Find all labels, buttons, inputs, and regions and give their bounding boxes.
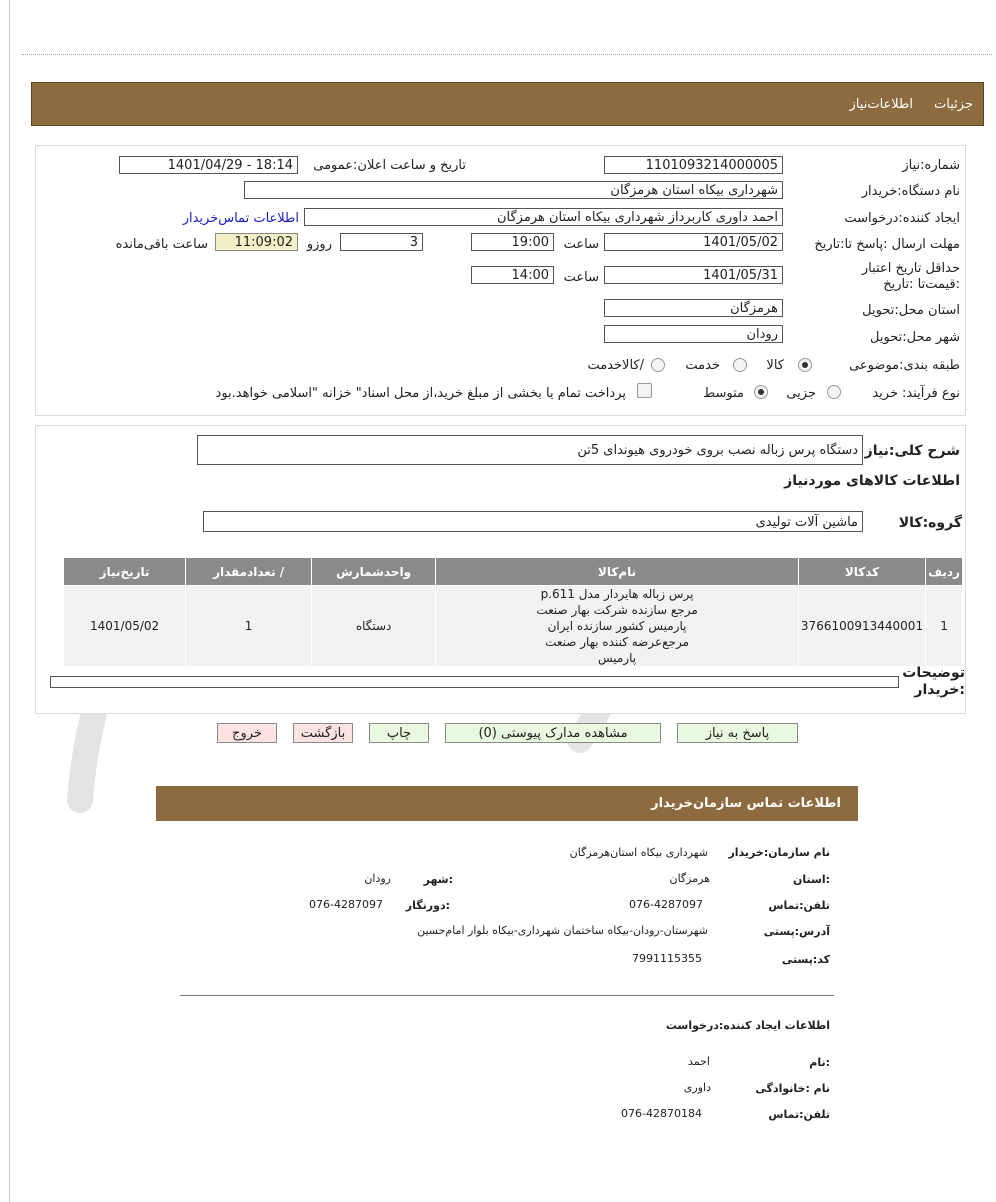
contact-postal-label: کد:پستی [781,953,830,966]
contact-fax-label: :دورنگار [405,899,450,912]
treasury-note: پرداخت تمام یا بخشی از مبلغ خرید،از محل اسناد" خزانه "اسلامی خواهد.بود [215,386,626,401]
table-row [64,586,963,667]
category-goods-service-radio[interactable] [651,358,665,372]
contact-province-label: :استان [793,873,830,886]
category-label: طبقه بندی:موضوعی [849,358,960,373]
tab-need-info[interactable]: اطلاعات‌نیاز [849,97,913,112]
details-header-bar [31,82,984,126]
validity-date-field: 1401/05/31 [604,266,783,284]
validity-label: حداقل تاریخ اعتبار :قیمت‌تا :تاریخ [861,261,960,292]
contact-city-value: رودان [364,872,391,885]
province-field: هرمزگان [604,299,783,317]
days-label: روزو [306,237,332,252]
print-button[interactable]: چاپ [369,723,429,743]
goods-info-title: اطلاعات کالاهای موردنیاز [784,473,960,489]
province-label: استان محل:تحویل [862,303,960,318]
tab-details[interactable]: جزئیات [934,97,973,112]
creator-family-value: داوری [683,1081,711,1094]
deadline-hour-label: ساعت [563,237,599,252]
cell-goods-code: 3766100913440001 [798,586,925,667]
buyer-contact-header [156,786,858,821]
validity-time-field: 14:00 [471,266,554,284]
deadline-label: مهلت ارسال :پاسخ تا:تاریخ [814,237,960,252]
creator-info-title: اطلاعات ایجاد کننده:درخواست [665,1019,830,1032]
goods-table-header-row [64,558,963,586]
need-summary-label: شرح کلی:نیاز [864,443,960,459]
category-goods-service-label: /کالاخدمت [587,358,644,373]
org-name-value: شهرداری بیکاه استان‌هرمزگان [569,846,708,859]
remaining-label: ساعت باقی‌مانده [115,237,208,252]
contact-phone-label: تلفن:تماس [768,899,830,912]
process-minor-radio[interactable] [827,385,841,399]
left-border-line [9,0,10,1202]
contact-city-label: :شهر [423,873,453,886]
goods-group-label: گروه:کالا [898,515,962,531]
view-attachments-button[interactable]: مشاهده مدارک پیوستی (0) [445,723,661,743]
creator-name-label: :نام [809,1056,830,1069]
col-date-header: تاریخ‌نیاز [64,558,186,586]
buyer-notes-field [50,676,899,688]
category-service-label: خدمت [685,358,720,373]
creator-family-label: نام :خانوادگی [755,1082,830,1095]
need-number-label: شماره:نیاز [902,158,960,173]
org-name-label: نام سازمان:خریدار [728,846,830,859]
need-summary-field: دستگاه پرس زباله نصب بروی خودروی هیوندای 5تن [197,435,863,465]
creator-name-value: احمد [688,1055,710,1068]
buyer-org-field: شهرداری بیکاه استان هرمزگان [244,181,783,199]
col-unit-header: واحدشمارش [312,558,436,586]
contact-fax-value: 076-4287097 [309,898,383,911]
process-medium-label: متوسط [703,386,744,401]
need-number-field: 1101093214000005 [604,156,783,174]
remaining-time-field: 11:09:02 [215,233,298,251]
col-code-header: کدکالا [798,558,925,586]
process-buy-label: خرید [872,386,898,401]
creator-phone-label: تلفن:تماس [768,1108,830,1121]
buyer-notes-label: توضیحات :خریدار [902,665,965,698]
cell-need-date: 1401/05/02 [64,586,186,667]
col-qty-header: / تعدادمقدار [186,558,312,586]
buyer-contact-title: اطلاعات تماس سازمان‌خریدار [651,796,841,811]
category-goods-radio[interactable] [798,358,812,372]
buyer-contact-link[interactable]: اطلاعات تماس‌خریدار [182,211,299,226]
requester-label: ایجاد کننده:درخواست [844,211,960,226]
city-field: رودان [604,325,783,343]
buyer-org-label: نام دستگاه:خریدار [861,184,960,199]
process-minor-label: جزیی [786,386,816,401]
validity-hour-label: ساعت [563,270,599,285]
city-label: شهر محل:تحویل [870,330,960,345]
treasury-checkbox[interactable] [637,383,652,398]
deadline-time-field: 19:00 [471,233,554,251]
announce-label: تاریخ و ساعت اعلان:عمومی [313,158,466,173]
col-row-header: ردیف [926,558,963,586]
process-label: نوع فرآیند: [902,386,960,401]
cell-row-number: 1 [926,586,963,667]
cell-goods-name: پرس زباله هایردار مدل p.611 مرجع سازنده شرکت بهار صنعت پارمیس کشور سازنده ایران مرجع‌عرضه کننده بهار صنعت پارمیس [436,586,799,667]
contact-phone-value: 076-4287097 [629,898,703,911]
category-service-radio[interactable] [733,358,747,372]
top-dotted-divider [22,54,992,55]
reply-to-need-button[interactable]: پاسخ به نیاز [677,723,798,743]
contact-postal-value: 7991115355 [632,952,702,965]
goods-table [63,557,963,667]
days-field: 3 [340,233,423,251]
announce-field: 1401/04/29 - 18:14 [119,156,298,174]
category-goods-label: کالا [766,358,784,373]
cell-quantity: 1 [186,586,312,667]
requester-field: احمد داوری کاربرداز شهرداری بیکاه استان هرمزگان [304,208,783,226]
col-name-header: نام‌کالا [436,558,799,586]
deadline-date-field: 1401/05/02 [604,233,783,251]
exit-button[interactable]: خروج [217,723,277,743]
contact-divider [180,995,834,996]
contact-address-value: شهرستان-رودان-بیکاه ساختمان شهرداری-بیکاه بلوار امام‌حسین [417,924,708,937]
back-button[interactable]: بازگشت [293,723,353,743]
goods-group-field: ماشین آلات تولیدی [203,511,863,532]
cell-unit: دستگاه [312,586,436,667]
process-medium-radio[interactable] [754,385,768,399]
contact-province-value: هرمزگان [669,872,710,885]
contact-address-label: آدرس:پستی [763,925,830,938]
creator-phone-value: 076-42870184 [621,1107,702,1120]
